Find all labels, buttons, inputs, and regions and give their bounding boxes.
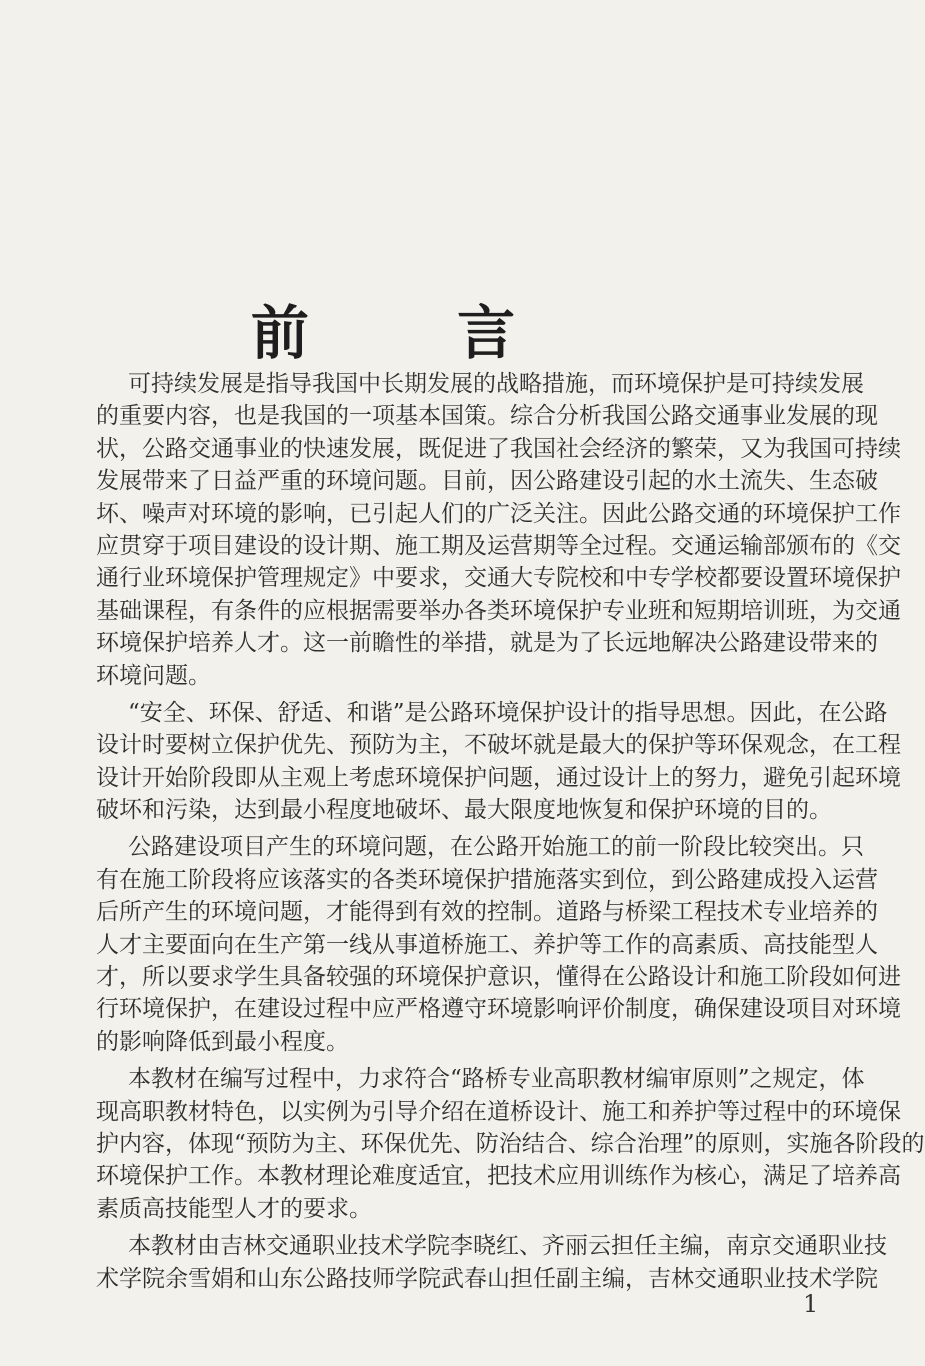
text-line: 素质高技能型人才的要求。 (96, 1195, 372, 1222)
text-line: 基础课程，有条件的应根据需要举办各类环境保护专业班和短期培训班，为交通 (96, 597, 901, 624)
text-line: 行环境保护，在建设过程中应严格遵守环境影响评价制度，确保建设项目对环境 (96, 996, 901, 1023)
paragraph (96, 831, 901, 1058)
text-line: 现高职教材特色，以实例为引导介绍在道桥设计、施工和养护等过程中的环境保 (96, 1098, 901, 1125)
text-line: 应贯穿于项目建设的设计期、施工期及运营期等全过程。交通运输部颁布的《交 (96, 532, 901, 559)
text-line: 人才主要面向在生产第一线从事道桥施工、养护等工作的高素质、高技能型人 (96, 931, 878, 958)
preface-body (96, 368, 925, 1300)
text-line: 才，所以要求学生具备较强的环境保护意识，懂得在公路设计和施工阶段如何进 (96, 964, 901, 991)
text-line: 公路建设项目产生的环境问题，在公路开始施工的前一阶段比较突出。只 (128, 834, 864, 861)
text-line: 坏、噪声对环境的影响，已引起人们的广泛关注。因此公路交通的环境保护工作 (96, 500, 901, 527)
paragraph (96, 1063, 925, 1225)
text-line: 设计时要树立保护优先、预防为主，不破坏就是最大的保护等环保观念，在工程 (96, 732, 901, 759)
text-line: 的重要内容，也是我国的一项基本国策。综合分析我国公路交通事业发展的现 (96, 403, 878, 430)
text-line: 发展带来了日益严重的环境问题。目前，因公路建设引起的水土流失、生态破 (96, 468, 878, 495)
text-line: 本教材在编写过程中，力求符合“路桥专业高职教材编审原则”之规定，体 (128, 1066, 865, 1093)
text-line: 术学院余雪娟和山东公路技师学院武春山担任副主编，吉林交通职业技术学院 (96, 1265, 878, 1292)
text-line: 可持续发展是指导我国中长期发展的战略措施，而环境保护是可持续发展 (128, 371, 864, 397)
paragraph (96, 1230, 887, 1295)
text-line: 后所产生的环境问题，才能得到有效的控制。道路与桥梁工程技术专业培养的 (96, 899, 878, 926)
text-line: 环境问题。 (96, 662, 211, 689)
text-line: 状，公路交通事业的快速发展，既促进了我国社会经济的繁荣，又为我国可持续 (96, 435, 901, 462)
text-line: 设计开始阶段即从主观上考虑环境保护问题，通过设计上的努力，避免引起环境 (96, 764, 901, 791)
text-line: 的影响降低到最小程度。 (96, 1028, 349, 1055)
text-line: 环境保护工作。本教材理论难度适宜，把技术应用训练作为核心，满足了培养高 (96, 1163, 901, 1190)
page-title: 前 言 (250, 299, 580, 367)
text-line: 破坏和污染，达到最小程度地破坏、最大限度地恢复和保护环境的目的。 (96, 797, 832, 824)
text-line: 环境保护培养人才。这一前瞻性的举措，就是为了长远地解决公路建设带来的 (96, 630, 878, 657)
text-line: 本教材由吉林交通职业技术学院李晓红、齐丽云担任主编，南京交通职业技 (128, 1233, 887, 1260)
text-line: 通行业环境保护管理规定》中要求，交通大专院校和中专学校都要设置环境保护 (96, 565, 901, 592)
paragraph (96, 697, 901, 827)
paragraph (96, 368, 901, 692)
page-number: 1 (803, 1290, 819, 1318)
text-line: 有在施工阶段将应该落实的各类环境保护措施落实到位，到公路建成投入运营 (96, 866, 878, 893)
text-line: 护内容，体现“预防为主、环保优先、防治结合、综合治理”的原则，实施各阶段的 (96, 1130, 925, 1157)
text-line: “安全、环保、舒适、和谐”是公路环境保护设计的指导思想。因此，在公路 (128, 699, 888, 726)
